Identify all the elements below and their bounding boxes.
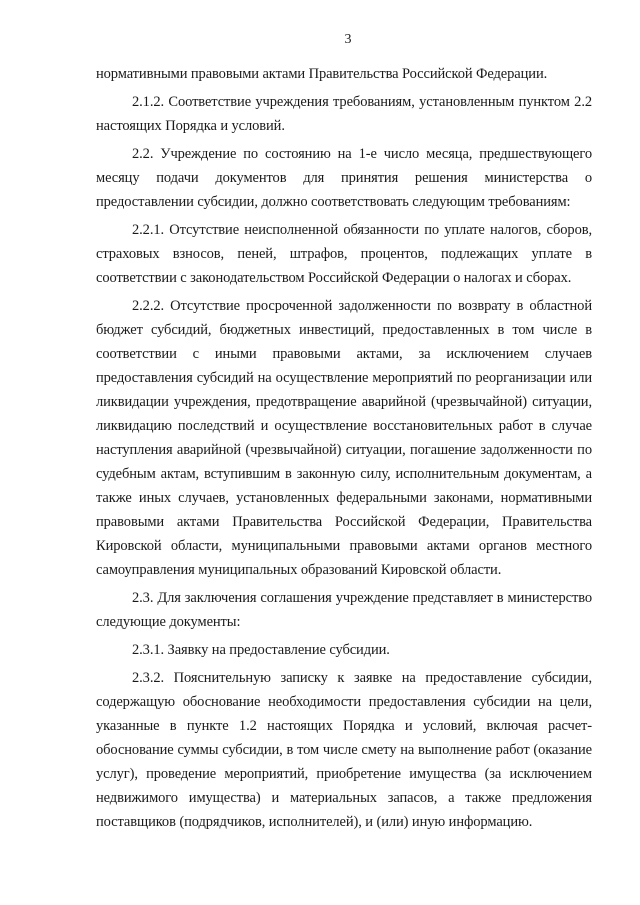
paragraph-2-3-2: 2.3.2. Пояснительную записку к заявке на предоставление субсидии, содержащую обоснование необходимости предоставления субсидии на цели, указанные в пункте 1.2 настоящих Порядка и условий, включая расчет-обоснование суммы субсидии, в том числе смету на выполнение работ (оказание услуг), проведение мероприятий, приобретение имущества (за исключением недвижимого имущества) и материальных запасов, а также предложения поставщиков (подрядчиков, исполнителей), и (или) иную информацию.: [96, 670, 592, 830]
paragraph-continuation: нормативными правовыми актами Правительства Российской Федерации.: [96, 66, 548, 82]
page-number: 3: [344, 32, 352, 47]
document-body: [96, 62, 592, 834]
paragraph-2-3-1: 2.3.1. Заявку на предоставление субсидии.: [132, 642, 390, 658]
paragraph-2-3: 2.3. Для заключения соглашения учреждение представляет в министерство следующие документы:: [96, 590, 592, 630]
paragraph-2-2-2: 2.2.2. Отсутствие просроченной задолженности по возврату в областной бюджет субсидий, бюджетных инвестиций, предоставленных в том числе в соответствии с иными правовыми актами, за исключением случаев предоставления субсидий на осуществление мероприятий по реорганизации или ликвидации учреждения, предотвращение аварийной (чрезвычайной) ситуации, ликвидацию последствий и осуществление восстановительных работ в случае наступления аварийной (чрезвычайной) ситуации, погашение задолженности по судебным актам, вступившим в законную силу, исполнительным документам, а также иных случаев, установленных федеральными законами, нормативными правовыми актами Правительства Российской Федерации, Правительства Кировской области, муниципальными правовыми актами органов местного самоуправления муниципальных образований Кировской области.: [96, 298, 592, 578]
paragraph-2-1-2: 2.1.2. Соответствие учреждения требованиям, установленным пунктом 2.2 настоящих Порядка и условий.: [96, 94, 592, 134]
paragraph-2-2: 2.2. Учреждение по состоянию на 1-е число месяца, предшествующего месяцу подачи документов для принятия решения министерства о предоставлении субсидии, должно соответствовать следующим требованиям:: [96, 146, 592, 210]
paragraph-2-2-1: 2.2.1. Отсутствие неисполненной обязанности по уплате налогов, сборов, страховых взносов, пеней, штрафов, процентов, подлежащих уплате в соответствии с законодательством Российской Федерации о налогах и сборах.: [96, 222, 592, 286]
